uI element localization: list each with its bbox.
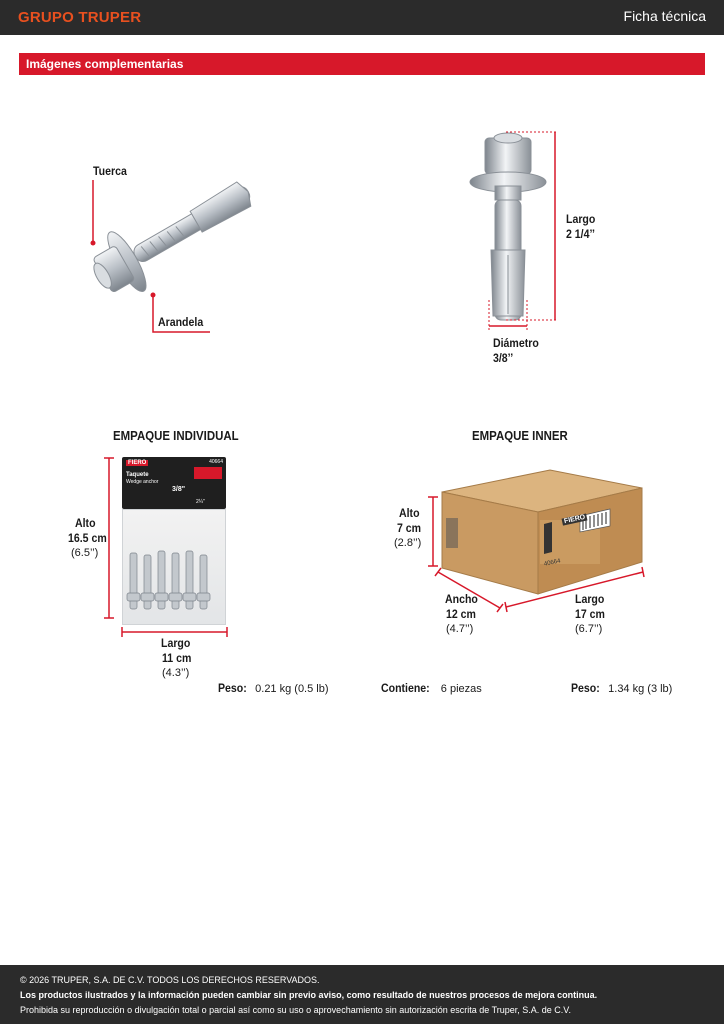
individual-weight-label: Peso: — [218, 681, 247, 695]
package-brand: FIERO — [128, 460, 147, 466]
individual-length-cm: 11 cm — [162, 651, 192, 665]
package-size: 3/8" — [172, 486, 186, 493]
footer-bar — [0, 965, 724, 1024]
inner-width-cm: 12 cm — [446, 607, 476, 621]
section-title: Imágenes complementarias — [26, 57, 184, 71]
individual-length-in: (4.3’’) — [162, 667, 190, 679]
inner-contains-value: 6 piezas — [440, 683, 482, 695]
individual-height-label: Alto — [75, 516, 96, 530]
box-code: 40664 — [543, 558, 562, 568]
inner-pack-heading: EMPAQUE INNER — [472, 428, 568, 443]
inner-length-cm: 17 cm — [575, 607, 605, 621]
inner-weight — [571, 679, 672, 697]
individual-weight-value: 0.21 kg (0.5 lb) — [255, 683, 329, 695]
length-label: Largo — [566, 212, 596, 226]
individual-height-in: (6.5’’) — [71, 547, 99, 559]
washer-label: Arandela — [158, 315, 204, 329]
inner-width-in: (4.7’’) — [446, 623, 474, 635]
individual-height-cm: 16.5 cm — [68, 531, 107, 545]
package-name: Taquete — [126, 472, 149, 478]
footer-prohibition: Prohibida su reproducción o divulgación total o parcial así como su uso o aprovechamiento sin autorización escrita de Truper, S.A. de C.V. — [20, 1005, 571, 1015]
footer-notice: Los productos ilustrados y la información pueden cambiar sin previo aviso, como resultado de nuestros procesos de mejora continua. — [20, 990, 598, 1000]
inner-width-label: Ancho — [445, 592, 478, 606]
individual-pack-heading: EMPAQUE INDIVIDUAL — [113, 428, 239, 443]
inner-contains-label: Contiene: — [381, 681, 430, 695]
document-title: Ficha técnica — [623, 8, 706, 24]
inner-height-label: Alto — [399, 506, 420, 520]
inner-height-cm: 7 cm — [397, 521, 422, 535]
inner-weight-value: 1.34 kg (3 lb) — [608, 683, 673, 695]
box-brand: FIERO — [563, 513, 586, 526]
length-value: 2 1/4’’ — [566, 227, 595, 241]
inner-contents — [381, 679, 482, 697]
nut-label: Tuerca — [93, 164, 127, 178]
package-length: 2¼" — [196, 499, 205, 505]
inner-height-in: (2.8’’) — [394, 537, 422, 549]
inner-weight-label: Peso: — [571, 681, 600, 695]
individual-length-label: Largo — [161, 636, 191, 650]
diameter-value: 3/8’’ — [493, 351, 514, 365]
diameter-label: Diámetro — [493, 336, 539, 350]
footer-copyright: © 2026 TRUPER, S.A. DE C.V. TODOS LOS DERECHOS RESERVADOS. — [20, 975, 320, 985]
inner-length-label: Largo — [575, 592, 605, 606]
inner-length-in: (6.7’’) — [575, 623, 603, 635]
brand-logo: GRUPO TRUPER — [18, 9, 142, 26]
package-code: 40664 — [209, 459, 223, 465]
package-subname: Wedge anchor — [126, 479, 159, 485]
